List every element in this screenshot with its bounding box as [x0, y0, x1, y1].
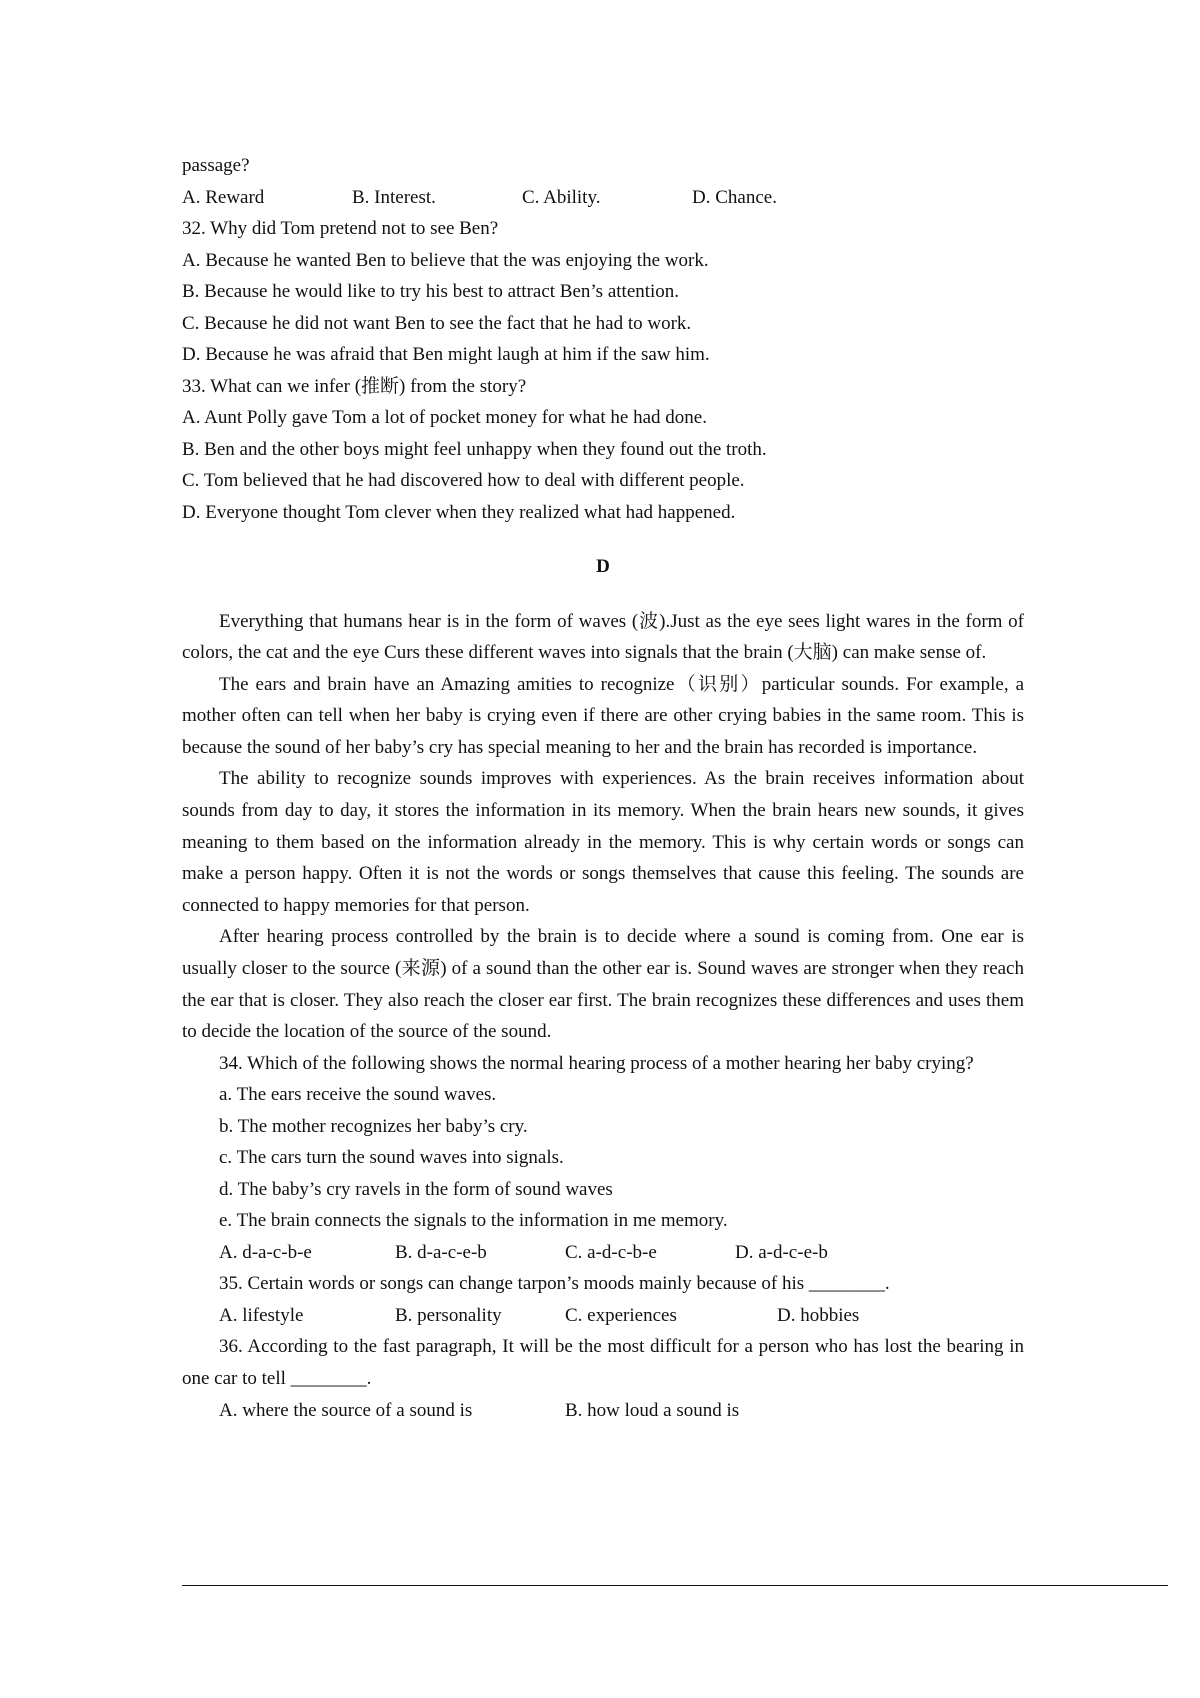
q35-option-c: C. experiences	[565, 1304, 677, 1326]
q33-option-a: A. Aunt Polly gave Tom a lot of pocket money for what he had done.	[182, 407, 707, 428]
q35-option-d: D. hobbies	[777, 1304, 860, 1326]
q34-step-a: a. The ears receive the sound waves.	[219, 1084, 497, 1106]
q34-step-b: b. The mother recognizes her baby’s cry.	[219, 1115, 528, 1137]
q35-option-a: A. lifestyle	[219, 1304, 304, 1326]
q34-option-c: C. a-d-c-b-e	[565, 1241, 657, 1263]
q32-option-b: B. Because he would like to try his best to attract Ben’s attention.	[182, 281, 680, 302]
q31-options	[182, 182, 1024, 214]
q34-question: 34. Which of the following shows the normal hearing process of a mother hearing her baby crying?	[219, 1052, 974, 1074]
q35-question: 35. Certain words or songs can change tarpon’s moods mainly because of his ________.	[219, 1273, 890, 1295]
q32-option-c: C. Because he did not want Ben to see the fact that he had to work.	[182, 312, 692, 334]
q31-option-d: D. Chance.	[692, 186, 777, 208]
q36-option-b: B. how loud a sound is	[565, 1399, 740, 1421]
footer-divider	[182, 1585, 1168, 1586]
q31-continuation: passage?	[182, 155, 250, 176]
q32-option-d: D. Because he was afraid that Ben might laugh at him if the saw him.	[182, 344, 710, 365]
q35-option-b: B. personality	[395, 1304, 502, 1326]
q33-option-c: C. Tom believed that he had discovered how to deal with different people.	[182, 470, 745, 491]
q34-option-d: D. a-d-c-e-b	[735, 1241, 828, 1263]
q34-step-d: d. The baby’s cry ravels in the form of sound waves	[219, 1178, 613, 1200]
q33-option-b: B. Ben and the other boys might feel unhappy when they found out the troth.	[182, 438, 767, 460]
q34-option-a: A. d-a-c-b-e	[219, 1241, 312, 1263]
q36-option-a: A. where the source of a sound is	[219, 1399, 473, 1421]
q34-options	[182, 1237, 1024, 1269]
section-title: D	[596, 556, 610, 577]
q32-question: 32. Why did Tom pretend not to see Ben?	[182, 218, 499, 239]
q33-option-d: D. Everyone thought Tom clever when they realized what had happened.	[182, 501, 736, 523]
passage-paragraph-3: The ability to recognize sounds improves with experiences. As the brain receives information about sounds from day to day, it stores the information in its memory. When the brain hears new sounds, it gives meaning to them based on the information already in the memory. This is why certain words or songs can make a person happy. Often it is not the words or songs themselves that cause this feeling. The sounds are connected to happy memories for that person.	[182, 768, 1024, 916]
q34-step-e: e. The brain connects the signals to the information in me memory.	[219, 1210, 728, 1232]
q31-option-a: A. Reward	[182, 186, 265, 208]
q31-option-b: B. Interest.	[352, 186, 436, 208]
q36-options	[182, 1395, 1024, 1427]
q34-option-b: B. d-a-c-e-b	[395, 1241, 487, 1263]
q35-options	[182, 1300, 1024, 1332]
q34-step-c: c. The cars turn the sound waves into signals.	[219, 1147, 564, 1169]
passage-paragraph-1: Everything that humans hear is in the form of waves (波).Just as the eye sees light wares in the form of colors, the cat and the eye Curs these different waves into signals that the brain (大脑) can make sense of.	[182, 610, 1024, 664]
exam-page	[182, 150, 1024, 1426]
q31-option-c: C. Ability.	[522, 186, 601, 208]
q32-option-a: A. Because he wanted Ben to believe that the was enjoying the work.	[182, 249, 709, 271]
passage-paragraph-4: After hearing process controlled by the brain is to decide where a sound is coming from. One ear is usually closer to the source (来源) of a sound than the other ear is. Sound waves are stronger when they reach the ear that is closer. They also reach the closer ear first. The brain recognizes these differences and uses them to decide the location of the source of the sound.	[182, 926, 1024, 1043]
passage-paragraph-2: The ears and brain have an Amazing amities to recognize（识别）particular sounds. For example, a mother often can tell when her baby is crying even if there are other crying babies in the same room. This is because the sound of her baby’s cry has special meaning to her and the brain has recorded is importance.	[182, 673, 1024, 758]
q36-question: 36. According to the fast paragraph, It will be the most difficult for a person who has lost the bearing in one car to tell ________.	[182, 1336, 1024, 1389]
q33-question: 33. What can we infer (推断) from the story?	[182, 375, 527, 397]
